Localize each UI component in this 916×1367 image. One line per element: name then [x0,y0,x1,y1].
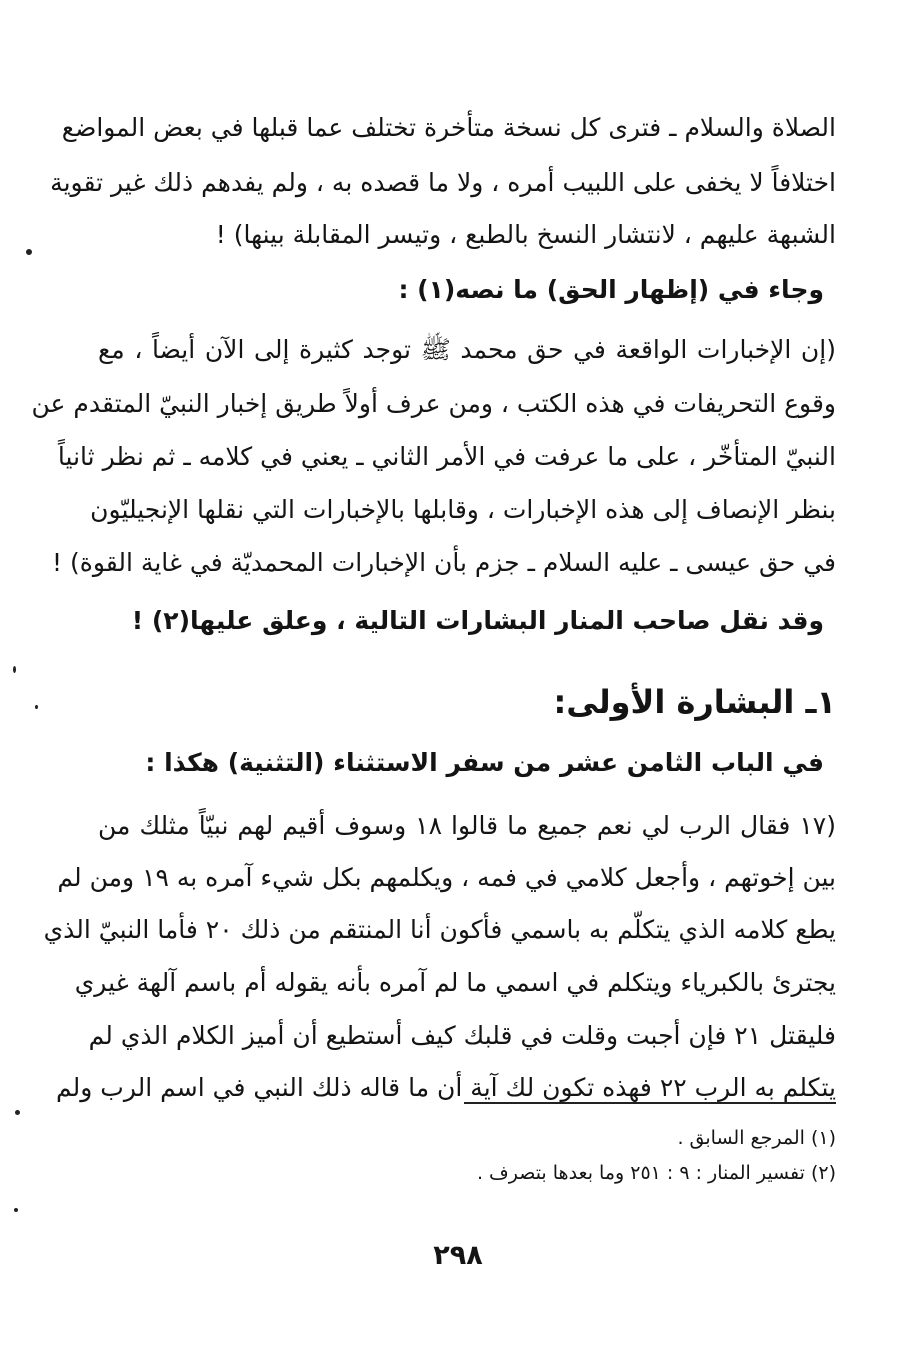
section-lead-al-manar: وقد نقل صاحب المنار البشارات التالية ، وعلق عليها(٢) ! [131,606,824,635]
quote-line-2: وقوع التحريفات في هذه الكتب ، ومن عرف أولاً طريق إخبار النبيّ المتقدم عن [31,389,836,418]
verse-line-4: يجترئ بالكبرياء ويتكلم في اسمي ما لم آمره بأنه يقوله أم باسم آلهة غيري [74,968,836,997]
quote-line-5: في حق عيسى ـ عليه السلام ـ جزم بأن الإخبارات المحمديّة في غاية القوة) ! [52,548,836,577]
scan-speck [15,1110,20,1115]
text-line-2: اختلافاً لا يخفى على اللبيب أمره ، ولا ما قصده به ، ولم يفدهم ذلك غير تقوية [50,168,836,197]
text-line-3: الشبهة عليهم ، لانتشار النسخ بالطبع ، وتيسر المقابلة بينها) ! [215,220,836,249]
verse-line-2: بين إخوتهم ، وأجعل كلامي في فمه ، ويكلمهم بكل شيء آمره به ١٩ ومن لم [57,863,836,892]
text-line-1: الصلاة والسلام ـ فترى كل نسخة متأخرة تختلف عما قبلها في بعض المواضع [61,113,836,142]
section-heading-first-prophecy: ١ـ البشارة الأولى: [553,683,836,721]
footnote-divider [464,1102,836,1104]
scan-speck [35,705,38,709]
footnote-2: (٢) تفسير المنار : ٩ : ٢٥١ وما بعدها بتصرف . [476,1162,836,1184]
verse-line-5: فليقتل ٢١ فإن أجبت وقلت في قلبك كيف أستطيع أن أميز الكلام الذي لم [88,1021,836,1050]
quote-line-4: بنظر الإنصاف إلى هذه الإخبارات ، وقابلها بالإخبارات التي نقلها الإنجيليّون [90,495,836,524]
verse-line-6: يتكلم به الرب ٢٢ فهذه تكون لك آية أن ما قاله ذلك النبي في اسم الرب ولم [56,1073,836,1102]
footnote-1: (١) المرجع السابق . [677,1127,836,1149]
scan-speck [13,666,16,673]
page-number: ٢٩٨ [433,1240,483,1271]
subheading-deuteronomy: في الباب الثامن عشر من سفر الاستثناء (التثنية) هكذا : [145,748,824,777]
quote-line-3: النبيّ المتأخّر ، على ما عرفت في الأمر الثاني ـ يعني في كلامه ـ ثم نظر ثانياً [57,442,836,471]
quote-line-1: (إن الإخبارات الواقعة في حق محمد ﷺ توجد كثيرة إلى الآن أيضاً ، مع [98,335,836,364]
scan-speck [26,249,32,255]
verse-line-1: (١٧ فقال الرب لي نعم جميع ما قالوا ١٨ وسوف أقيم لهم نبيّاً مثلك من [98,811,836,840]
scan-speck [14,1208,18,1212]
section-lead-izhar-al-haqq: وجاء في (إظهار الحق) ما نصه(١) : [398,275,824,304]
verse-line-3: يطع كلامه الذي يتكلّم به باسمي فأكون أنا المنتقم من ذلك ٢٠ فأما النبيّ الذي [43,915,836,944]
